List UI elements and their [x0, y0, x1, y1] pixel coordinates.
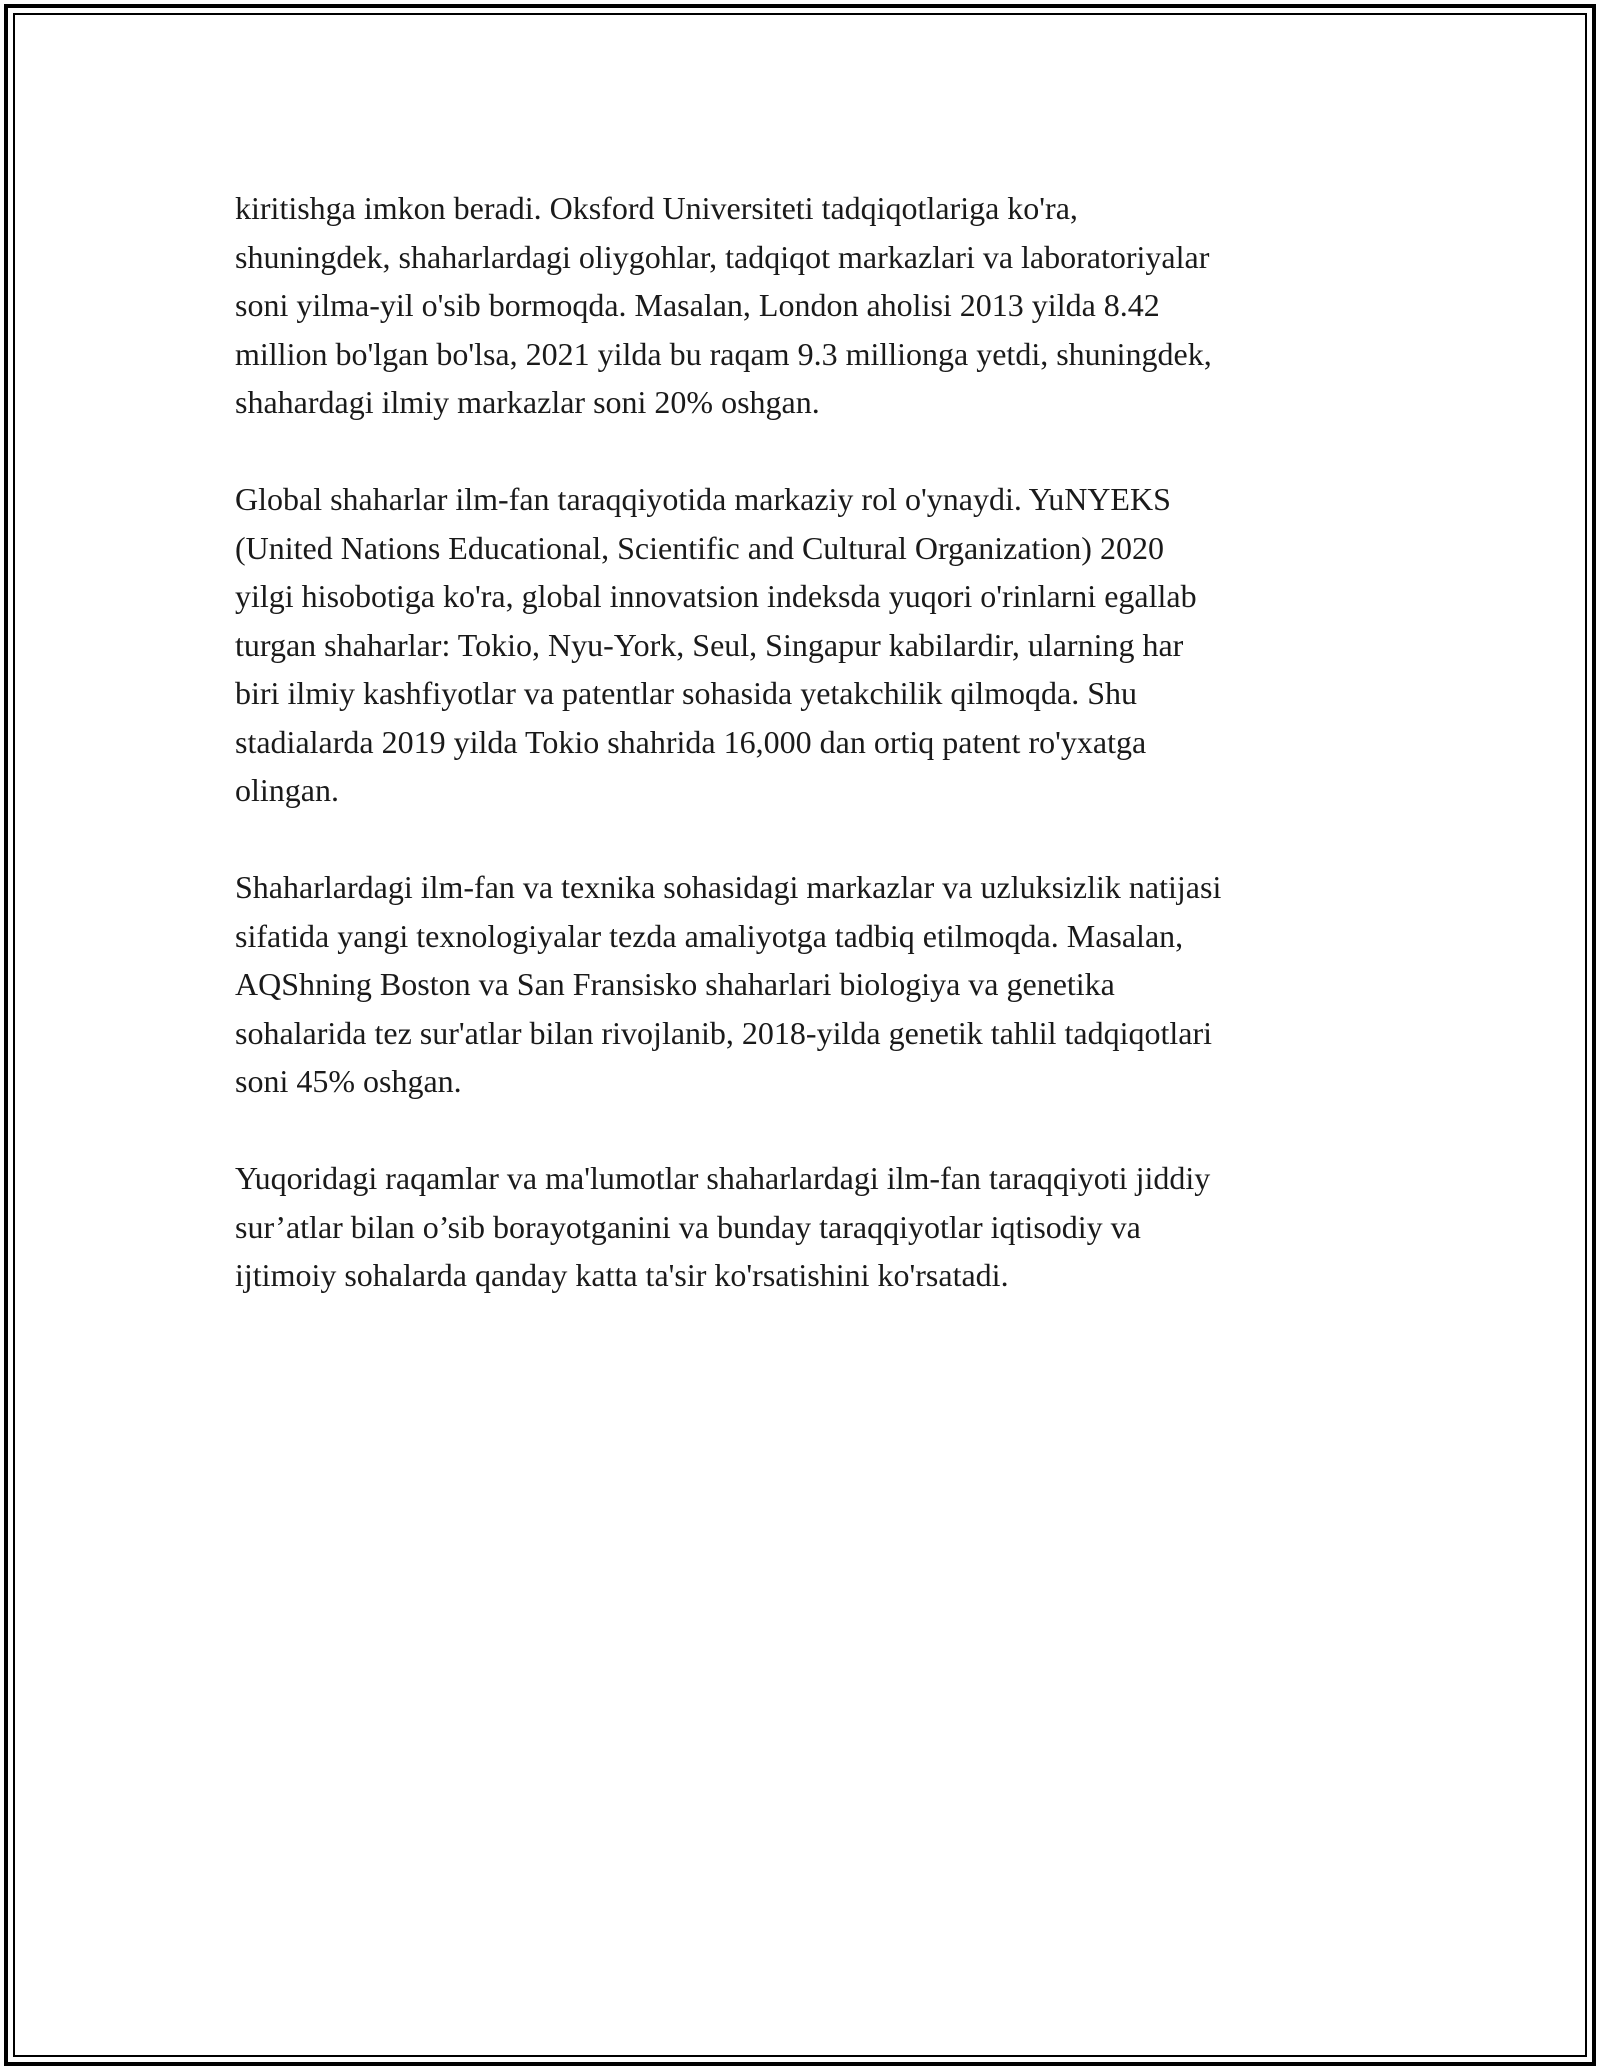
paragraph-line: million bo'lgan bo'lsa, 2021 yilda bu raqam 9.3 millionga yetdi, shuningdek,	[235, 335, 1212, 372]
paragraph-2	[235, 475, 1385, 815]
paragraph-line: ijtimoiy sohalarda qanday katta ta'sir ko'rsatishini ko'rsatadi.	[235, 1257, 1009, 1293]
paragraph-line: AQShning Boston va San Fransisko shaharlari biologiya va genetika	[235, 966, 1115, 1002]
paragraph-1	[235, 184, 1385, 427]
paragraph-line: soni yilma-yil o'sib bormoqda. Masalan, London aholisi 2013 yilda 8.42	[235, 287, 1160, 323]
paragraph-line: sohalarida tez sur'atlar bilan rivojlanib, 2018-yilda genetik tahlil tadqiqotlari	[235, 1014, 1213, 1051]
paragraph-line: olingan.	[235, 772, 339, 808]
paragraph-line: sur’atlar bilan o’sib borayotganini va bunday taraqqiyotlar iqtisodiy va	[235, 1208, 1141, 1245]
paragraph-3	[235, 863, 1385, 1106]
paragraph-line: kiritishga imkon beradi. Oksford Universiteti tadqiqotlariga ko'ra,	[235, 190, 1078, 226]
paragraph-line: shuningdek, shaharlardagi oliygohlar, tadqiqot markazlari va laboratoriyalar	[235, 238, 1210, 275]
paragraph-line: (United Nations Educational, Scientific and Cultural Organization) 2020	[235, 529, 1164, 566]
paragraph-line: soni 45% oshgan.	[235, 1063, 462, 1099]
paragraph-line: yilgi hisobotiga ko'ra, global innovatsion indeksda yuqori o'rinlarni egallab	[235, 578, 1197, 614]
paragraph-line: shahardagi ilmiy markazlar soni 20% oshgan.	[235, 384, 820, 420]
paragraph-line: stadialarda 2019 yilda Tokio shahrida 16,000 dan ortiq patent ro'yxatga	[235, 723, 1147, 760]
paragraph-line: biri ilmiy kashfiyotlar va patentlar sohasida yetakchilik qilmoqda. Shu	[235, 675, 1138, 711]
document-body	[235, 184, 1385, 1348]
paragraph-line: turgan shaharlar: Tokio, Nyu-York, Seul, Singapur kabilardir, ularning har	[235, 626, 1184, 663]
paragraph-line: Global shaharlar ilm-fan taraqqiyotida markaziy rol o'ynaydi. YuNYEKS	[235, 481, 1171, 517]
paragraph-4	[235, 1154, 1385, 1300]
paragraph-line: Yuqoridagi raqamlar va ma'lumotlar shaharlardagi ilm-fan taraqqiyoti jiddiy	[235, 1160, 1211, 1196]
paragraph-line: Shaharlardagi ilm-fan va texnika sohasidagi markazlar va uzluksizlik natijasi	[235, 869, 1222, 905]
paragraph-line: sifatida yangi texnologiyalar tezda amaliyotga tadbiq etilmoqda. Masalan,	[235, 917, 1184, 954]
